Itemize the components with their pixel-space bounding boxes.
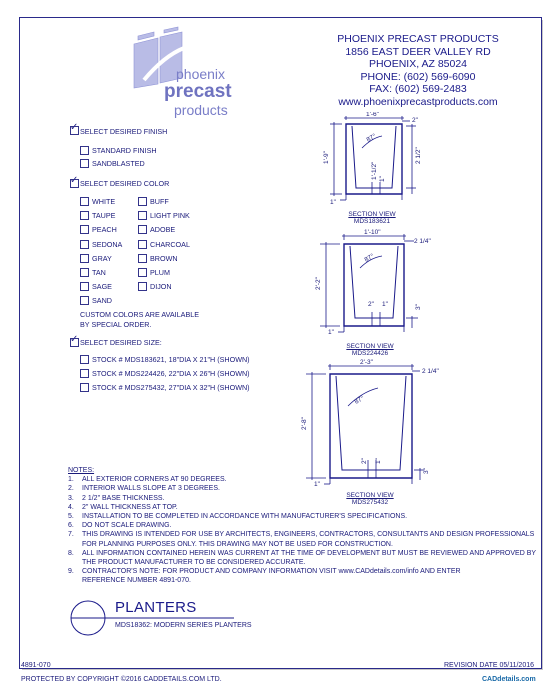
size-option-2: STOCK # MDS224426, 22"DIA X 26"H (SHOWN) xyxy=(92,369,250,378)
note-item xyxy=(68,576,536,585)
revision-date: REVISION DATE 05/11/2016 xyxy=(444,662,535,669)
s1-base: 2 1/2" xyxy=(415,147,422,164)
caddetails-brand[interactable]: CADdetails.com xyxy=(482,676,536,683)
note-text: ALL INFORMATION CONTAINED HEREIN WAS CURRENT AT THE TIME OF DEVELOPMENT BUT MUST BE REVIEWED AND APPROVED BY xyxy=(82,549,537,557)
check-icon: ✓ xyxy=(70,175,79,186)
color-sage-checkbox[interactable] xyxy=(80,282,89,291)
note-text: INTERIOR WALLS SLOPE AT 3 DEGREES. xyxy=(82,485,220,493)
company-address-1: 1856 EAST DEER VALLEY RD xyxy=(345,45,491,58)
section-2-label: SECTION VIEW MDS224426 xyxy=(346,343,394,357)
company-info xyxy=(318,33,518,108)
s2-base-w: 1" xyxy=(328,329,334,336)
color-option: WHITE xyxy=(92,197,116,206)
s2-wall: 2 1/4" xyxy=(414,238,431,245)
color-checkbox[interactable] xyxy=(70,175,79,188)
size-heading: SELECT DESIRED SIZE: xyxy=(80,338,162,347)
s3-base: 3" xyxy=(423,468,430,474)
color-peach-checkbox[interactable] xyxy=(80,225,89,234)
company-website[interactable]: www.phoenixprecastproducts.com xyxy=(338,95,498,108)
finish-option-standard: STANDARD FINISH xyxy=(92,146,157,155)
size-option-1: STOCK # MDS183621, 18"DIA X 21"H (SHOWN) xyxy=(92,355,250,364)
finish-option-sandblasted: SANDBLASTED xyxy=(92,159,145,168)
size-option-1-checkbox[interactable] xyxy=(80,355,89,364)
custom-colors-line-2: BY SPECIAL ORDER. xyxy=(80,320,152,329)
note-item xyxy=(68,503,536,512)
reference-number: 4891-070 xyxy=(21,662,51,669)
s2-inner: 2" xyxy=(368,301,374,308)
note-item xyxy=(68,540,536,549)
note-number: 2. xyxy=(68,485,74,493)
note-number: 4. xyxy=(68,503,74,511)
logo-text-precast: precast xyxy=(164,81,232,102)
note-item xyxy=(68,549,536,558)
color-option: SAGE xyxy=(92,282,112,292)
note-item xyxy=(68,530,536,539)
note-item xyxy=(68,567,536,576)
s1-small: 1" xyxy=(379,176,386,182)
color-option: GRAY xyxy=(92,253,112,263)
s1-base-w: 1" xyxy=(330,199,336,206)
note-item xyxy=(68,475,536,484)
color-option: TAUPE xyxy=(92,211,116,221)
s1-wall: 2" xyxy=(412,117,418,124)
size-option-3: STOCK # MDS275432, 27"DIA X 32"H (SHOWN) xyxy=(92,383,250,392)
note-text: ALL EXTERIOR CORNERS AT 90 DEGREES. xyxy=(82,476,227,484)
finish-heading: SELECT DESIRED FINISH xyxy=(80,127,168,136)
note-number: 3. xyxy=(68,494,74,502)
color-option: PEACH xyxy=(92,225,117,235)
color-option: TAN xyxy=(92,268,106,277)
note-item xyxy=(68,521,536,530)
note-text: THIS DRAWING IS INTENDED FOR USE BY ARCHITECTS, ENGINEERS, CONTRACTORS, CONSULTANTS AND DESIGN PROFESSIONALS xyxy=(82,531,535,539)
s1-angle: 87° xyxy=(365,132,378,144)
s2-height: 2'-2" xyxy=(315,277,322,290)
color-charcoal-checkbox[interactable] xyxy=(138,240,147,249)
color-sedona-checkbox[interactable] xyxy=(80,240,89,249)
size-checkbox[interactable] xyxy=(70,334,79,347)
s3-top-width: 2'-3" xyxy=(360,359,373,366)
color-option: CHARCOAL xyxy=(150,239,190,249)
note-number: 7. xyxy=(68,531,74,539)
note-number: 8. xyxy=(68,549,74,557)
color-gray-checkbox[interactable] xyxy=(80,254,89,263)
note-item xyxy=(68,512,536,521)
color-option: SAND xyxy=(92,296,112,306)
color-dijon-checkbox[interactable] xyxy=(138,282,147,291)
note-item xyxy=(68,558,536,567)
color-tan-checkbox[interactable] xyxy=(80,268,89,277)
note-number: 5. xyxy=(68,513,74,521)
color-brown-checkbox[interactable] xyxy=(138,254,147,263)
s2-top-width: 1'-10" xyxy=(364,229,381,236)
color-buff-checkbox[interactable] xyxy=(138,197,147,206)
section-1-profile xyxy=(330,116,416,200)
company-address-2: PHOENIX, AZ 85024 xyxy=(368,58,468,70)
color-plum-checkbox[interactable] xyxy=(138,268,147,277)
section-2-profile xyxy=(320,234,418,332)
company-logo xyxy=(124,26,244,126)
note-number: 9. xyxy=(68,568,74,576)
custom-colors-line-1: CUSTOM COLORS ARE AVAILABLE xyxy=(80,310,200,319)
color-heading: SELECT DESIRED COLOR xyxy=(80,179,170,188)
s3-wall: 2 1/4" xyxy=(422,368,439,375)
logo-text-phoenix: phoenix xyxy=(176,66,226,82)
notes-block xyxy=(68,466,536,586)
note-text: THE PRODUCT MANUFACTURER TO BE CONSIDERED ACCURATE. xyxy=(82,559,306,567)
color-sand-checkbox[interactable] xyxy=(80,296,89,305)
s1-top-width: 1'-6" xyxy=(366,112,379,118)
note-text: REFERENCE NUMBER 4891-070. xyxy=(82,577,191,585)
size-option-3-checkbox[interactable] xyxy=(80,383,89,392)
check-icon: ✓ xyxy=(70,334,79,345)
color-option: BROWN xyxy=(150,253,178,263)
note-text: 2" WALL THICKNESS AT TOP. xyxy=(82,503,178,511)
notes-heading: NOTES: xyxy=(68,467,95,474)
finish-checkbox[interactable] xyxy=(70,122,79,135)
s2-angle: 87° xyxy=(363,252,376,264)
note-text: DO NOT SCALE DRAWING. xyxy=(82,522,172,530)
s3-base-w: 1" xyxy=(314,481,320,488)
s3-small: 1" xyxy=(375,458,382,464)
color-white-checkbox[interactable] xyxy=(80,197,89,206)
s2-small: 1" xyxy=(382,301,388,308)
s1-inner: 1'-1/2" xyxy=(371,161,378,180)
section-1-label: SECTION VIEW MDS183621 xyxy=(348,211,396,225)
note-item xyxy=(68,484,536,493)
note-text: FOR PLANNING PURPOSES ONLY. THIS DRAWING MAY NOT BE USED FOR CONSTRUCTION. xyxy=(82,540,393,548)
color-option: DIJON xyxy=(150,282,172,292)
drawing-subtitle: MDS18362: MODERN SERIES PLANTERS xyxy=(115,622,252,629)
color-option: ADOBE xyxy=(150,225,176,235)
color-option: PLUM xyxy=(150,268,170,277)
note-text: CONTRACTOR'S NOTE: FOR PRODUCT AND COMPANY INFORMATION VISIT www.CADdetails.com/info AND ENTER xyxy=(82,568,461,576)
color-option: BUFF xyxy=(150,197,169,206)
color-light-pink-checkbox[interactable] xyxy=(138,211,147,220)
section-drawings xyxy=(300,112,540,522)
check-icon: ✓ xyxy=(70,122,79,133)
color-option: SEDONA xyxy=(92,239,123,249)
s2-base: 3" xyxy=(415,304,422,310)
finish-option-sandblasted-checkbox[interactable] xyxy=(80,159,89,168)
company-name: PHOENIX PRECAST PRODUCTS xyxy=(337,33,499,45)
s1-height: 1'-9" xyxy=(323,151,330,164)
section-3-label: SECTION VIEW MDS275432 xyxy=(346,492,394,506)
color-adobe-checkbox[interactable] xyxy=(138,225,147,234)
color-option: LIGHT PINK xyxy=(150,211,190,221)
note-number: 1. xyxy=(68,476,74,484)
drawing-title: PLANTERS xyxy=(115,599,197,616)
copyright-notice: PROTECTED BY COPYRIGHT ©2016 CADDETAILS.COM LTD. xyxy=(21,676,222,683)
company-phone: PHONE: (602) 569-6090 xyxy=(360,70,476,83)
s3-angle: 87° xyxy=(353,394,366,406)
color-taupe-checkbox[interactable] xyxy=(80,211,89,220)
note-text: INSTALLATION TO BE COMPLETED IN ACCORDANCE WITH MANUFACTURER'S SPECIFICATIONS. xyxy=(82,513,408,521)
logo-text-products: products xyxy=(174,102,228,118)
note-text: 2 1/2" BASE THICKNESS. xyxy=(82,494,165,502)
s3-height: 2'-8" xyxy=(301,417,308,430)
note-item xyxy=(68,494,536,503)
note-number: 6. xyxy=(68,522,74,530)
size-option-2-checkbox[interactable] xyxy=(80,369,89,378)
finish-option-standard-checkbox[interactable] xyxy=(80,146,89,155)
company-fax: FAX: (602) 569-2483 xyxy=(369,83,467,95)
s3-inner: 2" xyxy=(361,458,368,464)
